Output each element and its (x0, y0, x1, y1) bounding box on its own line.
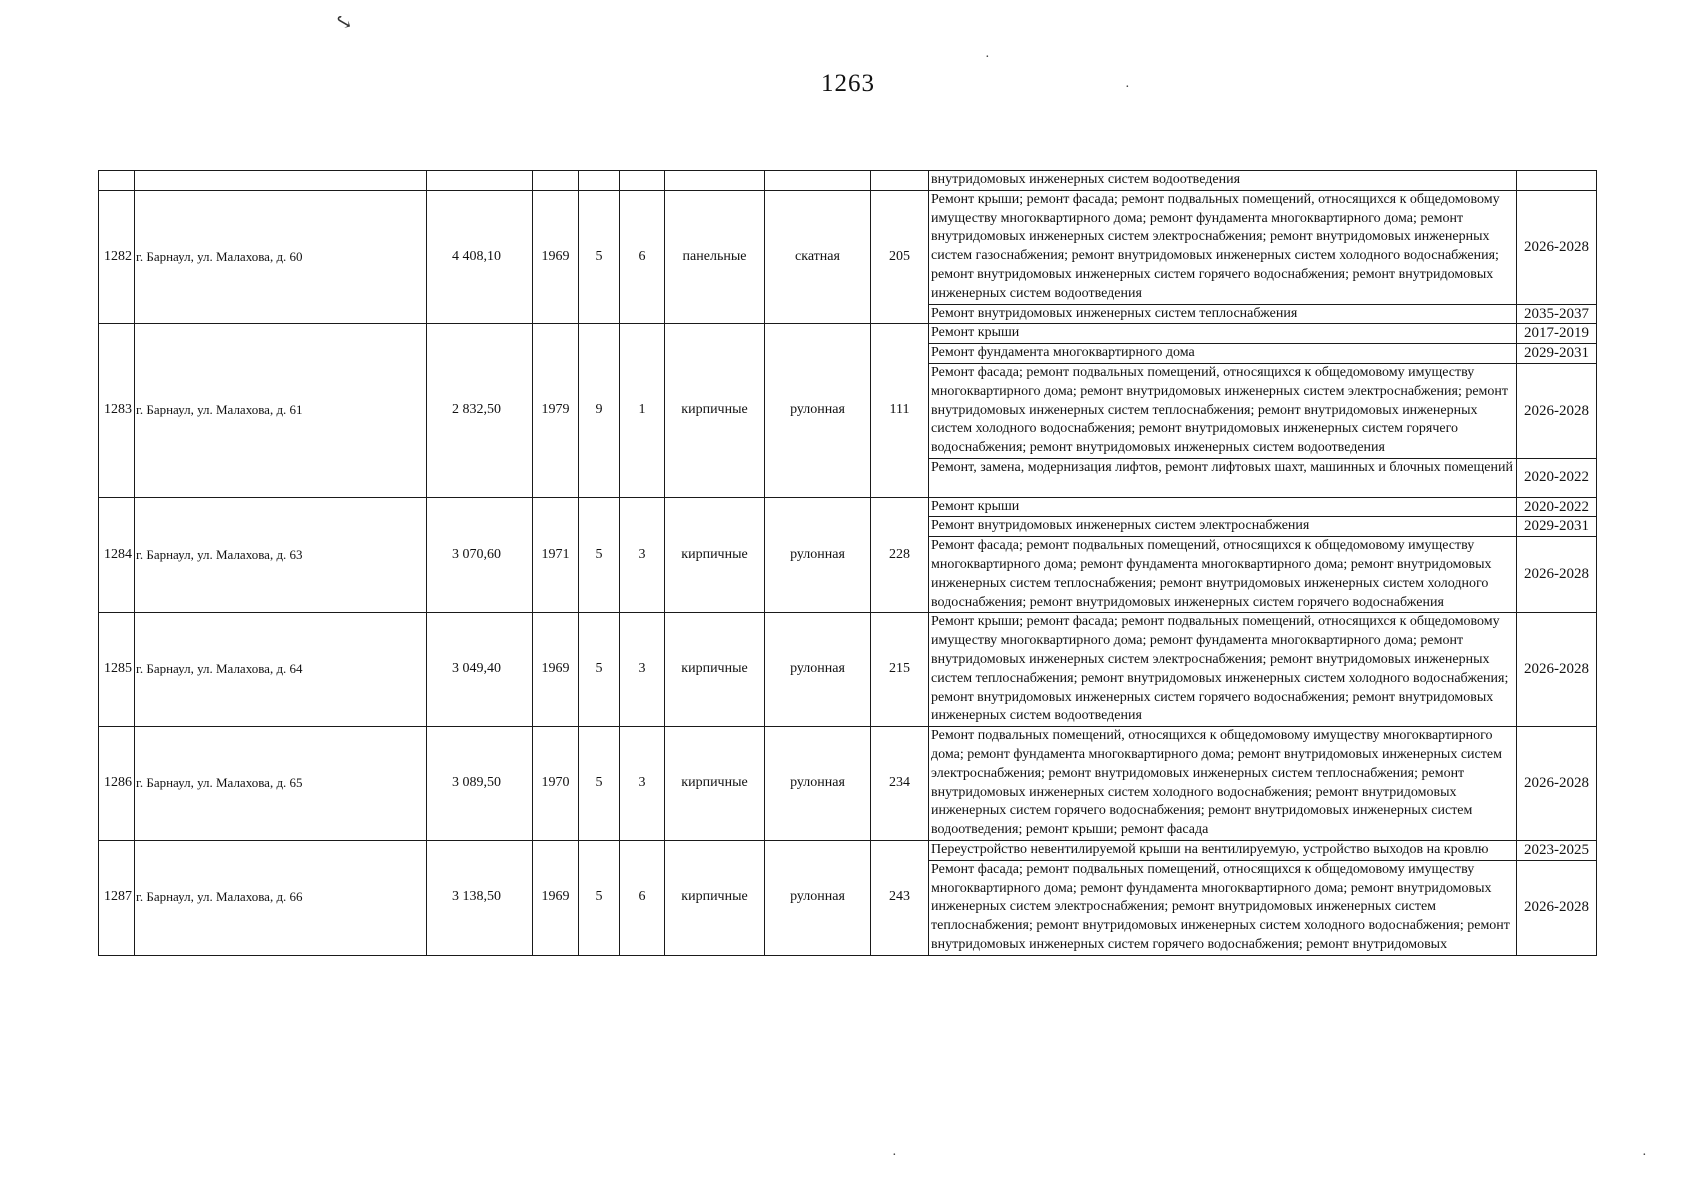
year-cell: 1979 (533, 324, 579, 497)
repair-program-table (98, 170, 1597, 956)
row-number: 1284 (99, 497, 135, 613)
roof-type-cell: рулонная (765, 727, 871, 841)
roof-type-cell: рулонная (765, 324, 871, 497)
period-cell: 2026-2028 (1517, 363, 1597, 458)
continued-empty-cell (427, 171, 533, 191)
year-cell: 1969 (533, 840, 579, 955)
work-description-cell: Ремонт крыши (929, 324, 1517, 344)
work-description-cell: Ремонт фундамента многоквартирного дома (929, 344, 1517, 364)
table-row (99, 324, 1597, 344)
residents-cell: 234 (871, 727, 929, 841)
work-description-cell: Ремонт внутридомовых инженерных систем электроснабжения (929, 517, 1517, 537)
wall-material-cell: кирпичные (665, 613, 765, 727)
wall-material-cell: кирпичные (665, 324, 765, 497)
roof-type-cell: рулонная (765, 840, 871, 955)
year-cell: 1969 (533, 190, 579, 324)
period-cell: 2026-2028 (1517, 537, 1597, 613)
page-number: 1263 (821, 70, 875, 97)
entrances-cell: 3 (620, 613, 665, 727)
work-description-cell: Ремонт крыши (929, 497, 1517, 517)
table-row (99, 497, 1597, 517)
area-cell: 3 070,60 (427, 497, 533, 613)
roof-type-cell: скатная (765, 190, 871, 324)
area-cell: 3 049,40 (427, 613, 533, 727)
address-cell: г. Барнаул, ул. Малахова, д. 63 (135, 497, 427, 613)
wall-material-cell: кирпичные (665, 840, 765, 955)
scan-dot: · (1642, 1148, 1647, 1163)
area-cell: 3 138,50 (427, 840, 533, 955)
row-number: 1287 (99, 840, 135, 955)
period-cell: 2026-2028 (1517, 860, 1597, 955)
area-cell: 4 408,10 (427, 190, 533, 324)
residents-cell: 228 (871, 497, 929, 613)
address-cell: г. Барнаул, ул. Малахова, д. 60 (135, 190, 427, 324)
table-row (99, 171, 1597, 191)
entrances-cell: 6 (620, 840, 665, 955)
floors-cell: 5 (579, 497, 620, 613)
entrances-cell: 3 (620, 727, 665, 841)
row-number: 1286 (99, 727, 135, 841)
year-cell: 1969 (533, 613, 579, 727)
period-cell: 2035-2037 (1517, 304, 1597, 324)
period-cell (1517, 171, 1597, 191)
period-cell: 2026-2028 (1517, 727, 1597, 841)
floors-cell: 5 (579, 840, 620, 955)
period-cell: 2017-2019 (1517, 324, 1597, 344)
scan-dot: · (892, 1148, 897, 1163)
work-description-cell: Ремонт внутридомовых инженерных систем теплоснабжения (929, 304, 1517, 324)
period-cell: 2029-2031 (1517, 517, 1597, 537)
residents-cell: 243 (871, 840, 929, 955)
row-number: 1282 (99, 190, 135, 324)
work-description-cell: Ремонт, замена, модернизация лифтов, ремонт лифтовых шахт, машинных и блочных помещений (929, 458, 1517, 497)
work-description-cell: внутридомовых инженерных систем водоотведения (929, 171, 1517, 191)
continued-empty-cell (871, 171, 929, 191)
row-number: 1285 (99, 613, 135, 727)
area-cell: 3 089,50 (427, 727, 533, 841)
table-row (99, 613, 1597, 727)
row-number: 1283 (99, 324, 135, 497)
work-description-cell: Ремонт фасада; ремонт подвальных помещений, относящихся к общедомовому имуществу многоквартирного дома; ремонт фундамента многоквартирного дома; ремонт внутридомовых инженерных систем электроснабжения; ремонт внутридомовых инженерных систем теплоснабжения; ремонт внутридомовых инженерных систем холодного водоснабжения; ремонт внутридомовых инженерных систем горячего водоснабжения; ремонт внутридомовых (929, 860, 1517, 955)
table-row (99, 190, 1597, 304)
residents-cell: 111 (871, 324, 929, 497)
roof-type-cell: рулонная (765, 497, 871, 613)
address-cell: г. Барнаул, ул. Малахова, д. 61 (135, 324, 427, 497)
scan-dot: · (985, 50, 990, 65)
address-cell: г. Барнаул, ул. Малахова, д. 64 (135, 613, 427, 727)
work-description-cell: Ремонт крыши; ремонт фасада; ремонт подвальных помещений, относящихся к общедомовому имуществу многоквартирного дома; ремонт фундамента многоквартирного дома; ремонт внутридомовых инженерных систем электроснабжения; ремонт внутридомовых инженерных систем газоснабжения; ремонт внутридомовых инженерных систем холодного водоснабжения; ремонт внутридомовых инженерных систем горячего водоснабжения; ремонт внутридомовых инженерных систем водоотведения (929, 190, 1517, 304)
continued-empty-cell (135, 171, 427, 191)
table-row (99, 840, 1597, 860)
continued-empty-cell (765, 171, 871, 191)
entrances-cell: 6 (620, 190, 665, 324)
period-cell: 2020-2022 (1517, 497, 1597, 517)
scan-dot: · (1125, 80, 1130, 95)
floors-cell: 9 (579, 324, 620, 497)
period-cell: 2029-2031 (1517, 344, 1597, 364)
wall-material-cell: панельные (665, 190, 765, 324)
wall-material-cell: кирпичные (665, 497, 765, 613)
area-cell: 2 832,50 (427, 324, 533, 497)
address-cell: г. Барнаул, ул. Малахова, д. 66 (135, 840, 427, 955)
period-cell: 2023-2025 (1517, 840, 1597, 860)
period-cell: 2026-2028 (1517, 613, 1597, 727)
floors-cell: 5 (579, 613, 620, 727)
work-description-cell: Ремонт фасада; ремонт подвальных помещений, относящихся к общедомовому имуществу многоквартирного дома; ремонт внутридомовых инженерных систем электроснабжения; ремонт внутридомовых инженерных систем теплоснабжения; ремонт внутридомовых инженерных систем холодного водоснабжения; ремонт внутридомовых инженерных систем горячего водоснабжения; ремонт внутридомовых инженерных систем водоотведения (929, 363, 1517, 458)
period-cell: 2026-2028 (1517, 190, 1597, 304)
year-cell: 1970 (533, 727, 579, 841)
continued-empty-cell (620, 171, 665, 191)
year-cell: 1971 (533, 497, 579, 613)
table-row (99, 727, 1597, 841)
residents-cell: 205 (871, 190, 929, 324)
scan-mark: ↪ (330, 9, 356, 37)
floors-cell: 5 (579, 727, 620, 841)
period-cell: 2020-2022 (1517, 458, 1597, 497)
entrances-cell: 1 (620, 324, 665, 497)
wall-material-cell: кирпичные (665, 727, 765, 841)
continued-empty-cell (533, 171, 579, 191)
continued-empty-cell (665, 171, 765, 191)
entrances-cell: 3 (620, 497, 665, 613)
residents-cell: 215 (871, 613, 929, 727)
work-description-cell: Переустройство невентилируемой крыши на вентилируемую, устройство выходов на кровлю (929, 840, 1517, 860)
work-description-cell: Ремонт фасада; ремонт подвальных помещений, относящихся к общедомовому имуществу многоквартирного дома; ремонт фундамента многоквартирного дома; ремонт внутридомовых инженерных систем теплоснабжения; ремонт внутридомовых инженерных систем холодного водоснабжения; ремонт внутридомовых инженерных систем горячего водоснабжения (929, 537, 1517, 613)
address-cell: г. Барнаул, ул. Малахова, д. 65 (135, 727, 427, 841)
work-description-cell: Ремонт крыши; ремонт фасада; ремонт подвальных помещений, относящихся к общедомовому имуществу многоквартирного дома; ремонт фундамента многоквартирного дома; ремонт внутридомовых инженерных систем электроснабжения; ремонт внутридомовых инженерных систем теплоснабжения; ремонт внутридомовых инженерных систем холодного водоснабжения; ремонт внутридомовых инженерных систем горячего водоснабжения; ремонт внутридомовых инженерных систем водоотведения (929, 613, 1517, 727)
work-description-cell: Ремонт подвальных помещений, относящихся к общедомовому имуществу многоквартирного дома; ремонт фундамента многоквартирного дома; ремонт внутридомовых инженерных систем электроснабжения; ремонт внутридомовых инженерных систем теплоснабжения; ремонт внутридомовых инженерных систем холодного водоснабжения; ремонт внутридомовых инженерных систем горячего водоснабжения; ремонт внутридомовых инженерных систем водоотведения; ремонт крыши; ремонт фасада (929, 727, 1517, 841)
roof-type-cell: рулонная (765, 613, 871, 727)
continued-empty-cell (99, 171, 135, 191)
continued-empty-cell (579, 171, 620, 191)
floors-cell: 5 (579, 190, 620, 324)
